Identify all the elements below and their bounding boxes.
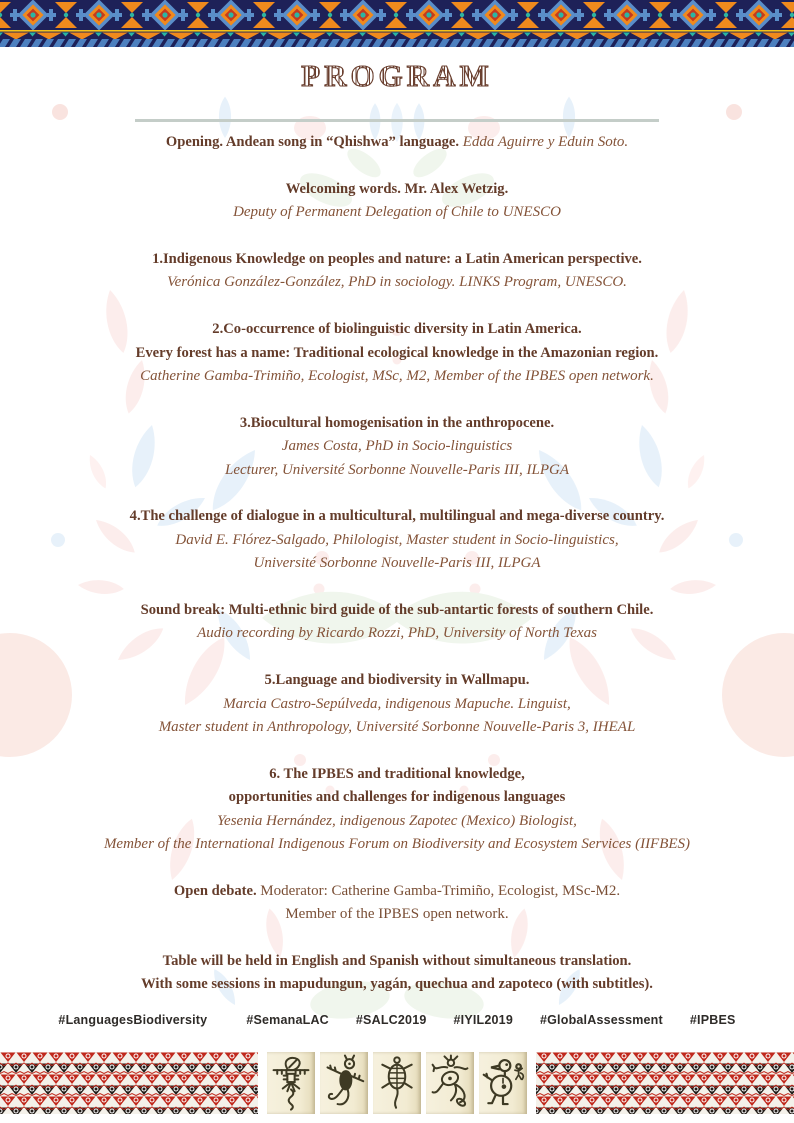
petroglyph-birdman-icon xyxy=(320,1052,368,1114)
program-line xyxy=(20,271,774,294)
program-text-segment: Catherine Gamba-Trimiño, Ecologist, MSc, M2, Member of the IPBES open network. xyxy=(140,368,654,385)
program-block xyxy=(20,599,774,646)
program-text-segment: Lecturer, Université Sorbonne Nouvelle-Paris III, ILPGA xyxy=(225,461,569,478)
program-text-segment: Deputy of Permanent Delegation of Chile to UNESCO xyxy=(233,204,561,221)
program-text-segment: Welcoming words. Mr. Alex Wetzig. xyxy=(285,180,509,197)
program-line xyxy=(20,201,774,224)
hashtag-bar xyxy=(0,1013,794,1027)
program-block xyxy=(20,318,774,388)
hashtag: #GlobalAssessment xyxy=(539,1013,663,1027)
program-text-segment: Edda Aguirre y Eduin Soto. xyxy=(462,134,629,150)
hashtag: #SemanaLAC xyxy=(246,1013,329,1027)
program-line xyxy=(20,669,774,692)
program-line xyxy=(20,903,774,926)
mapuche-textile-strip-right-icon xyxy=(536,1052,794,1114)
program-block xyxy=(20,248,774,295)
program-line xyxy=(20,950,774,973)
program-line xyxy=(20,810,774,833)
program-block xyxy=(20,505,774,575)
program-block xyxy=(20,131,774,154)
page-title: PROGRAM xyxy=(301,58,493,93)
petroglyph-shaman-icon xyxy=(426,1052,474,1114)
program-text-segment: Open debate. xyxy=(173,882,261,899)
program-line xyxy=(20,529,774,552)
program-text-segment: Verónica González-González, PhD in sociology. LINKS Program, UNESCO. xyxy=(167,274,627,291)
program-text-segment: With some sessions in mapudungun, yagán, quechua and zapoteco (with subtitles). xyxy=(141,976,653,993)
program-text-segment: Sound break: Multi-ethnic bird guide of the sub-antartic forests of southern Chile. xyxy=(140,602,654,619)
program-text-segment: Opening. Andean song in “Qhishwa” language. xyxy=(165,134,463,150)
program-line xyxy=(20,880,774,903)
program-line xyxy=(20,552,774,575)
hashtag: #IPBES xyxy=(689,1013,736,1027)
program-text-segment: 2.Co-occurrence of biolinguistic diversity in Latin America. xyxy=(212,321,582,338)
mapuche-textile-strip-left-icon xyxy=(0,1052,258,1114)
program-text-segment: James Costa, PhD in Socio-linguistics xyxy=(281,438,513,455)
program-line xyxy=(20,459,774,482)
program-line xyxy=(20,716,774,739)
program-line xyxy=(20,435,774,458)
program-line xyxy=(20,786,774,809)
hashtag: #SALC2019 xyxy=(355,1013,427,1027)
program-text-segment: 3.Biocultural homogenisation in the anthropocene. xyxy=(239,414,555,431)
program-text-segment: 1.Indigenous Knowledge on peoples and nature: a Latin American perspective. xyxy=(152,251,642,267)
petroglyph-lizard-icon xyxy=(373,1052,421,1114)
program-line xyxy=(20,833,774,856)
program-text-segment: David E. Flórez-Salgado, Philologist, Master student in Socio-linguistics, xyxy=(175,531,619,548)
program-line xyxy=(20,412,774,435)
program-block xyxy=(20,950,774,997)
program-text-segment: Member of the IPBES open network. xyxy=(285,906,509,923)
program-text-segment: Marcia Castro-Sepúlveda, indigenous Mapuche. Linguist, xyxy=(223,695,571,712)
program-line xyxy=(20,599,774,622)
petroglyph-bird-icon xyxy=(479,1052,527,1114)
program-block xyxy=(20,763,774,857)
program-text-segment: Every forest has a name: Traditional ecological knowledge in the Amazonian region. xyxy=(135,344,659,361)
bottom-decor-band xyxy=(0,1052,794,1114)
program-line xyxy=(20,973,774,996)
program-line xyxy=(20,693,774,716)
program-line xyxy=(20,622,774,645)
program-text-segment: Table will be held in English and Spanish without simultaneous translation. xyxy=(162,953,632,970)
program-text-segment: Member of the International Indigenous Forum on Biodiversity and Ecosystem Services (IIFBES) xyxy=(103,836,691,853)
program-list xyxy=(20,131,774,997)
program-block xyxy=(20,880,774,927)
program-line xyxy=(20,318,774,341)
program-line xyxy=(20,342,774,365)
hashtag: #LanguagesBiodiversity xyxy=(58,1013,208,1027)
program-text-segment: Yesenia Hernández, indigenous Zapotec (Mexico) Biologist, xyxy=(217,812,577,829)
program-text-segment: Moderator: Catherine Gamba-Trimiño, Ecologist, MSc-M2. xyxy=(260,882,621,899)
program-text-segment: 5.Language and biodiversity in Wallmapu. xyxy=(264,672,530,689)
title-divider xyxy=(135,119,659,122)
hashtag: #IYIL2019 xyxy=(453,1013,513,1027)
program-block xyxy=(20,669,774,739)
program-text-segment: 4.The challenge of dialogue in a multicultural, multilingual and mega-diverse country. xyxy=(129,508,665,525)
program-line xyxy=(20,505,774,528)
program-line xyxy=(20,248,774,271)
program-block xyxy=(20,178,774,225)
petroglyph-row xyxy=(258,1052,536,1114)
petroglyph-tree-icon xyxy=(267,1052,315,1114)
program-text-segment: opportunities and challenges for indigenous languages xyxy=(228,789,566,806)
andean-textile-border-icon xyxy=(0,0,794,47)
program-text-segment: 6. The IPBES and traditional knowledge, xyxy=(269,765,525,782)
program-line xyxy=(20,763,774,786)
program-text-segment: Audio recording by Ricardo Rozzi, PhD, University of North Texas xyxy=(197,625,597,642)
program-text-segment: Master student in Anthropology, Université Sorbonne Nouvelle-Paris 3, IHEAL xyxy=(158,719,636,736)
program-line xyxy=(20,178,774,201)
program-line xyxy=(20,365,774,388)
program-block xyxy=(20,412,774,482)
program-text-segment: Université Sorbonne Nouvelle-Paris III, ILPGA xyxy=(253,555,541,572)
program-line xyxy=(20,131,774,154)
